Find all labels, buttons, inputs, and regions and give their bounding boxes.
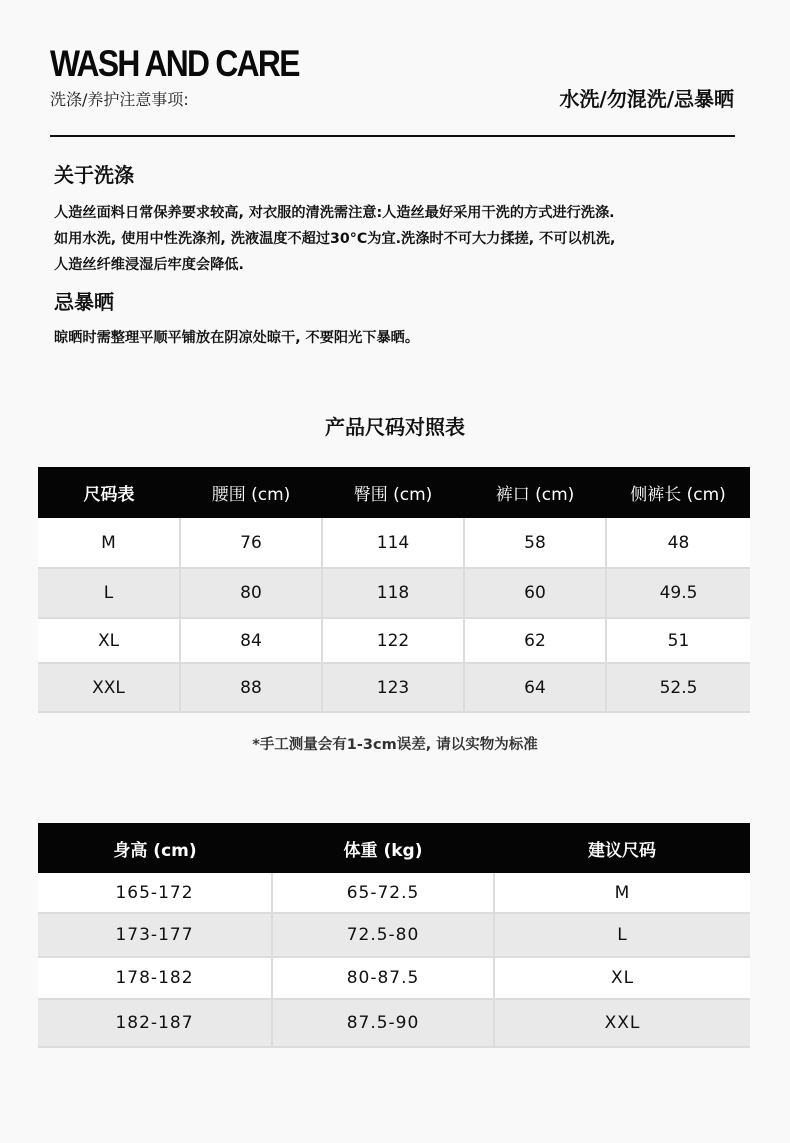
table-cell: M (494, 873, 750, 913)
table-cell: 178-182 (38, 957, 272, 999)
table-cell: 173-177 (38, 913, 272, 957)
size-table-title: 产品尺码对照表 (325, 415, 465, 439)
table-cell: 60 (464, 568, 606, 618)
table-row (38, 618, 750, 663)
care-subtitle: 洗涤/养护注意事项: (50, 90, 189, 109)
table-cell: L (38, 568, 180, 618)
table-cell: 72.5-80 (272, 913, 494, 957)
measurement-note: *手工测量会有1-3cm误差, 请以实物为标准 (252, 737, 538, 753)
table-cell: 52.5 (606, 663, 750, 712)
table-cell: 114 (322, 518, 464, 568)
washing-text (54, 200, 766, 278)
table-cell: 118 (322, 568, 464, 618)
table-cell: L (494, 913, 750, 957)
table-cell: 122 (322, 618, 464, 663)
table-cell: 64 (464, 663, 606, 712)
header-waist: 腰围 (cm) (180, 467, 322, 518)
sun-heading: 忌暴晒 (54, 290, 114, 314)
recommend-table-header-row (38, 823, 750, 873)
header-divider (50, 135, 735, 137)
washing-text-line: 如用水洗, 使用中性洗涤剂, 洗液温度不超过30°C为宜.洗涤时不可大力揉搓, 不可以机洗, (54, 231, 616, 247)
table-cell: XL (38, 618, 180, 663)
header-height: 身高 (cm) (38, 823, 272, 873)
header-leg-opening: 裤口 (cm) (464, 467, 606, 518)
table-row (38, 999, 750, 1047)
header-hip: 臀围 (cm) (322, 467, 464, 518)
table-cell: 84 (180, 618, 322, 663)
sun-text-line: 晾晒时需整理平顺平铺放在阴凉处晾干, 不要阳光下暴晒。 (54, 330, 420, 346)
header-recommended-size: 建议尺码 (494, 823, 750, 873)
table-cell: 51 (606, 618, 750, 663)
washing-text-line: 人造丝面料日常保养要求较高, 对衣服的清洗需注意:人造丝最好采用干洗的方式进行洗涤. (54, 205, 615, 221)
table-cell: XL (494, 957, 750, 999)
table-row (38, 873, 750, 913)
table-cell: 48 (606, 518, 750, 568)
table-cell: 80 (180, 568, 322, 618)
recommend-size-table (38, 823, 750, 1048)
table-row (38, 913, 750, 957)
table-cell: 76 (180, 518, 322, 568)
page-title: WASH AND CARE (50, 43, 299, 84)
table-cell: 88 (180, 663, 322, 712)
table-cell: XXL (38, 663, 180, 712)
size-table-header-row (38, 467, 750, 518)
sun-text (54, 325, 766, 351)
care-summary: 水洗/勿混洗/忌暴晒 (559, 87, 734, 111)
washing-heading: 关于洗涤 (54, 163, 134, 187)
table-cell: 62 (464, 618, 606, 663)
table-cell: M (38, 518, 180, 568)
table-cell: XXL (494, 999, 750, 1047)
table-row (38, 518, 750, 568)
table-cell: 123 (322, 663, 464, 712)
table-cell: 165-172 (38, 873, 272, 913)
table-cell: 87.5-90 (272, 999, 494, 1047)
table-row (38, 957, 750, 999)
washing-text-line: 人造丝纤维浸湿后牢度会降低. (54, 257, 244, 273)
table-cell: 65-72.5 (272, 873, 494, 913)
table-row (38, 663, 750, 712)
table-cell: 182-187 (38, 999, 272, 1047)
table-cell: 58 (464, 518, 606, 568)
header-weight: 体重 (kg) (272, 823, 494, 873)
table-row (38, 568, 750, 618)
table-cell: 80-87.5 (272, 957, 494, 999)
size-chart-table (38, 467, 750, 713)
table-cell: 49.5 (606, 568, 750, 618)
header-side-length: 侧裤长 (cm) (606, 467, 750, 518)
header-size: 尺码表 (38, 467, 180, 518)
